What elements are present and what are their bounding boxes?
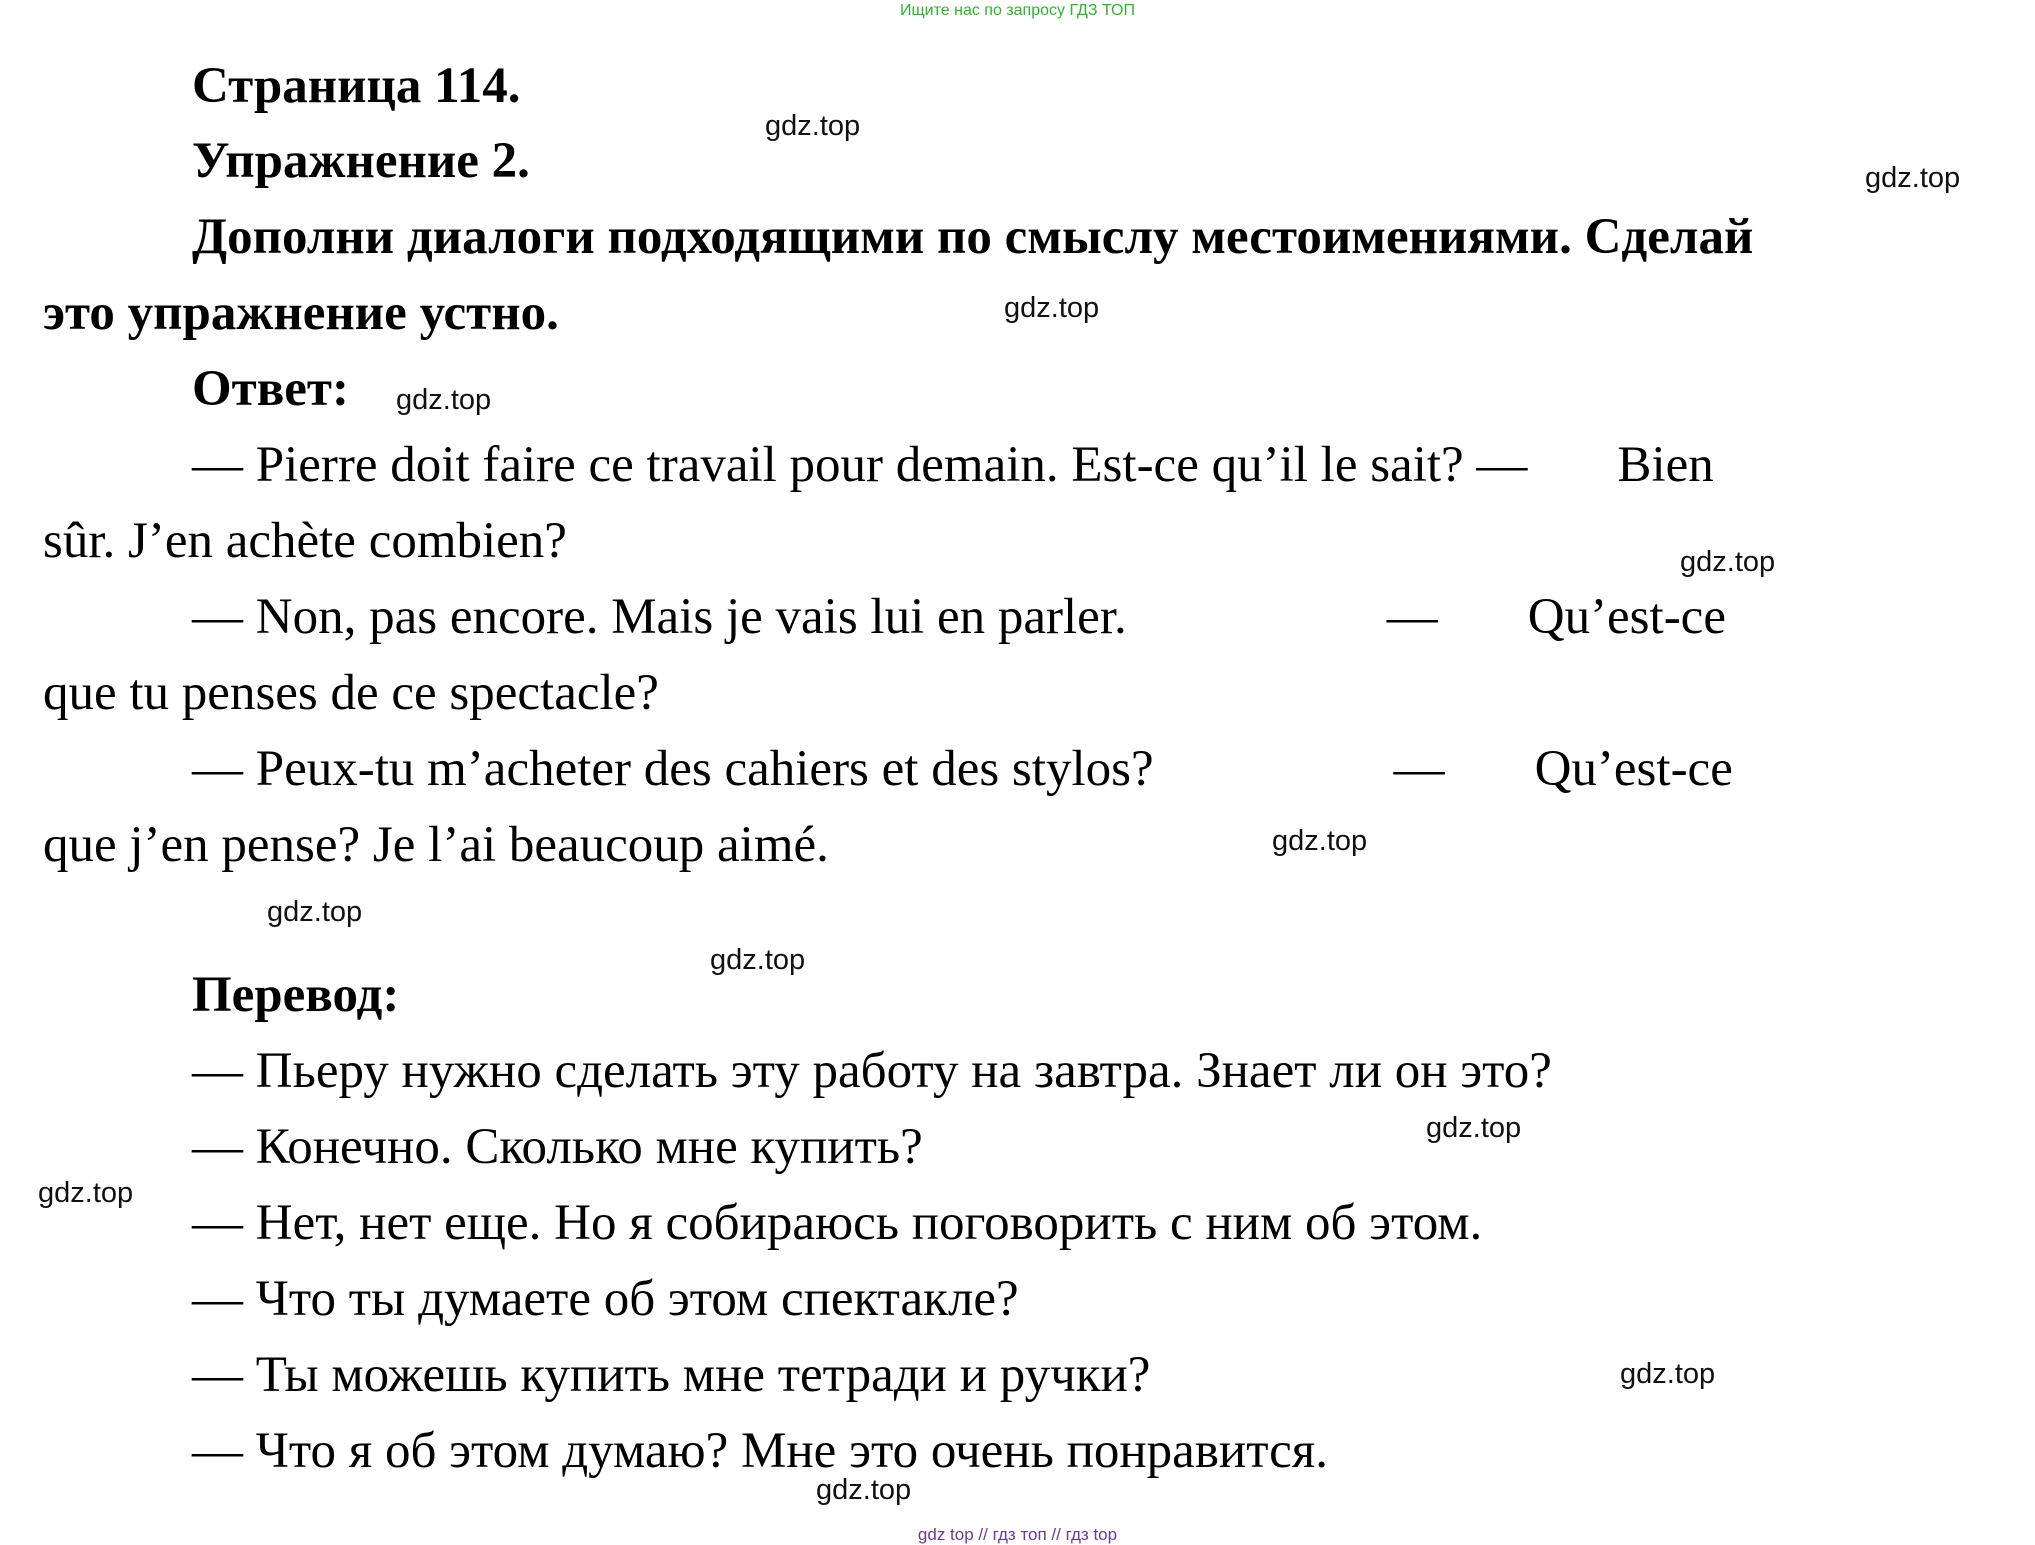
translation-line: — Нет, нет еще. Но я собираюсь поговорить с ним об этом. (192, 1195, 1483, 1251)
watermark: gdz.top (1865, 162, 1961, 194)
answer-line-1-text: — Pierre doit faire ce travail pour demain. Est-ce qu’il le sait? — (192, 437, 1528, 493)
watermark: gdz.top (816, 1474, 912, 1506)
translation-line: — Что я об этом думаю? Мне это очень понравится. (192, 1423, 1328, 1479)
watermark: gdz.top (1426, 1112, 1522, 1144)
translation-line: — Пьеру нужно сделать эту работу на завтра. Знает ли он это? (192, 1043, 1552, 1099)
page-title: Страница 114. (192, 58, 521, 114)
answer-line-5-text: — Peux-tu m’acheter des cahiers et des stylos? (192, 741, 1154, 797)
watermark: gdz.top (1680, 546, 1776, 578)
task-line-1: Дополни диалоги подходящими по смыслу местоимениями. Сделай (192, 209, 1754, 265)
answer-line-2: sûr. J’en achète combien? (43, 513, 567, 569)
answer-line-5-dash: — (1393, 741, 1445, 797)
answer-line-3-end: Qu’est-ce (1527, 589, 1726, 645)
watermark: gdz.top (396, 384, 492, 416)
translation-line: — Ты можешь купить мне тетради и ручки? (192, 1347, 1151, 1403)
watermark: gdz.top (765, 110, 861, 142)
bottom-banner: gdz top // гдз топ // гдз top (917, 1525, 1118, 1544)
watermark: gdz.top (1272, 825, 1368, 857)
answer-line-3-text: — Non, pas encore. Mais je vais lui en parler. (192, 589, 1127, 645)
exercise-title: Упражнение 2. (192, 133, 530, 189)
answer-line-3 (192, 587, 1726, 647)
watermark: gdz.top (267, 896, 363, 928)
watermark: gdz.top (38, 1177, 134, 1209)
answer-line-1-end: Bien (1617, 437, 1714, 493)
answer-line-5 (192, 739, 1733, 799)
watermark: gdz.top (710, 944, 806, 976)
translation-line: — Что ты думаете об этом спектакле? (192, 1271, 1019, 1327)
top-banner: Ищите нас по запросу ГДЗ ТОП (900, 2, 1135, 19)
answer-label: Ответ: (192, 361, 349, 417)
answer-line-6: que j’en pense? Je l’ai beaucoup aimé. (43, 817, 829, 873)
answer-line-4: que tu penses de ce spectacle? (43, 665, 659, 721)
answer-line-5-end: Qu’est-ce (1534, 741, 1733, 797)
watermark: gdz.top (1004, 292, 1100, 324)
answer-line-3-dash: — (1386, 589, 1438, 645)
translation-label: Перевод: (192, 967, 400, 1023)
task-line-2: это упражнение устно. (43, 285, 559, 341)
watermark: gdz.top (1620, 1358, 1716, 1390)
translation-line: — Конечно. Сколько мне купить? (192, 1119, 923, 1175)
answer-line-1 (192, 435, 1714, 495)
